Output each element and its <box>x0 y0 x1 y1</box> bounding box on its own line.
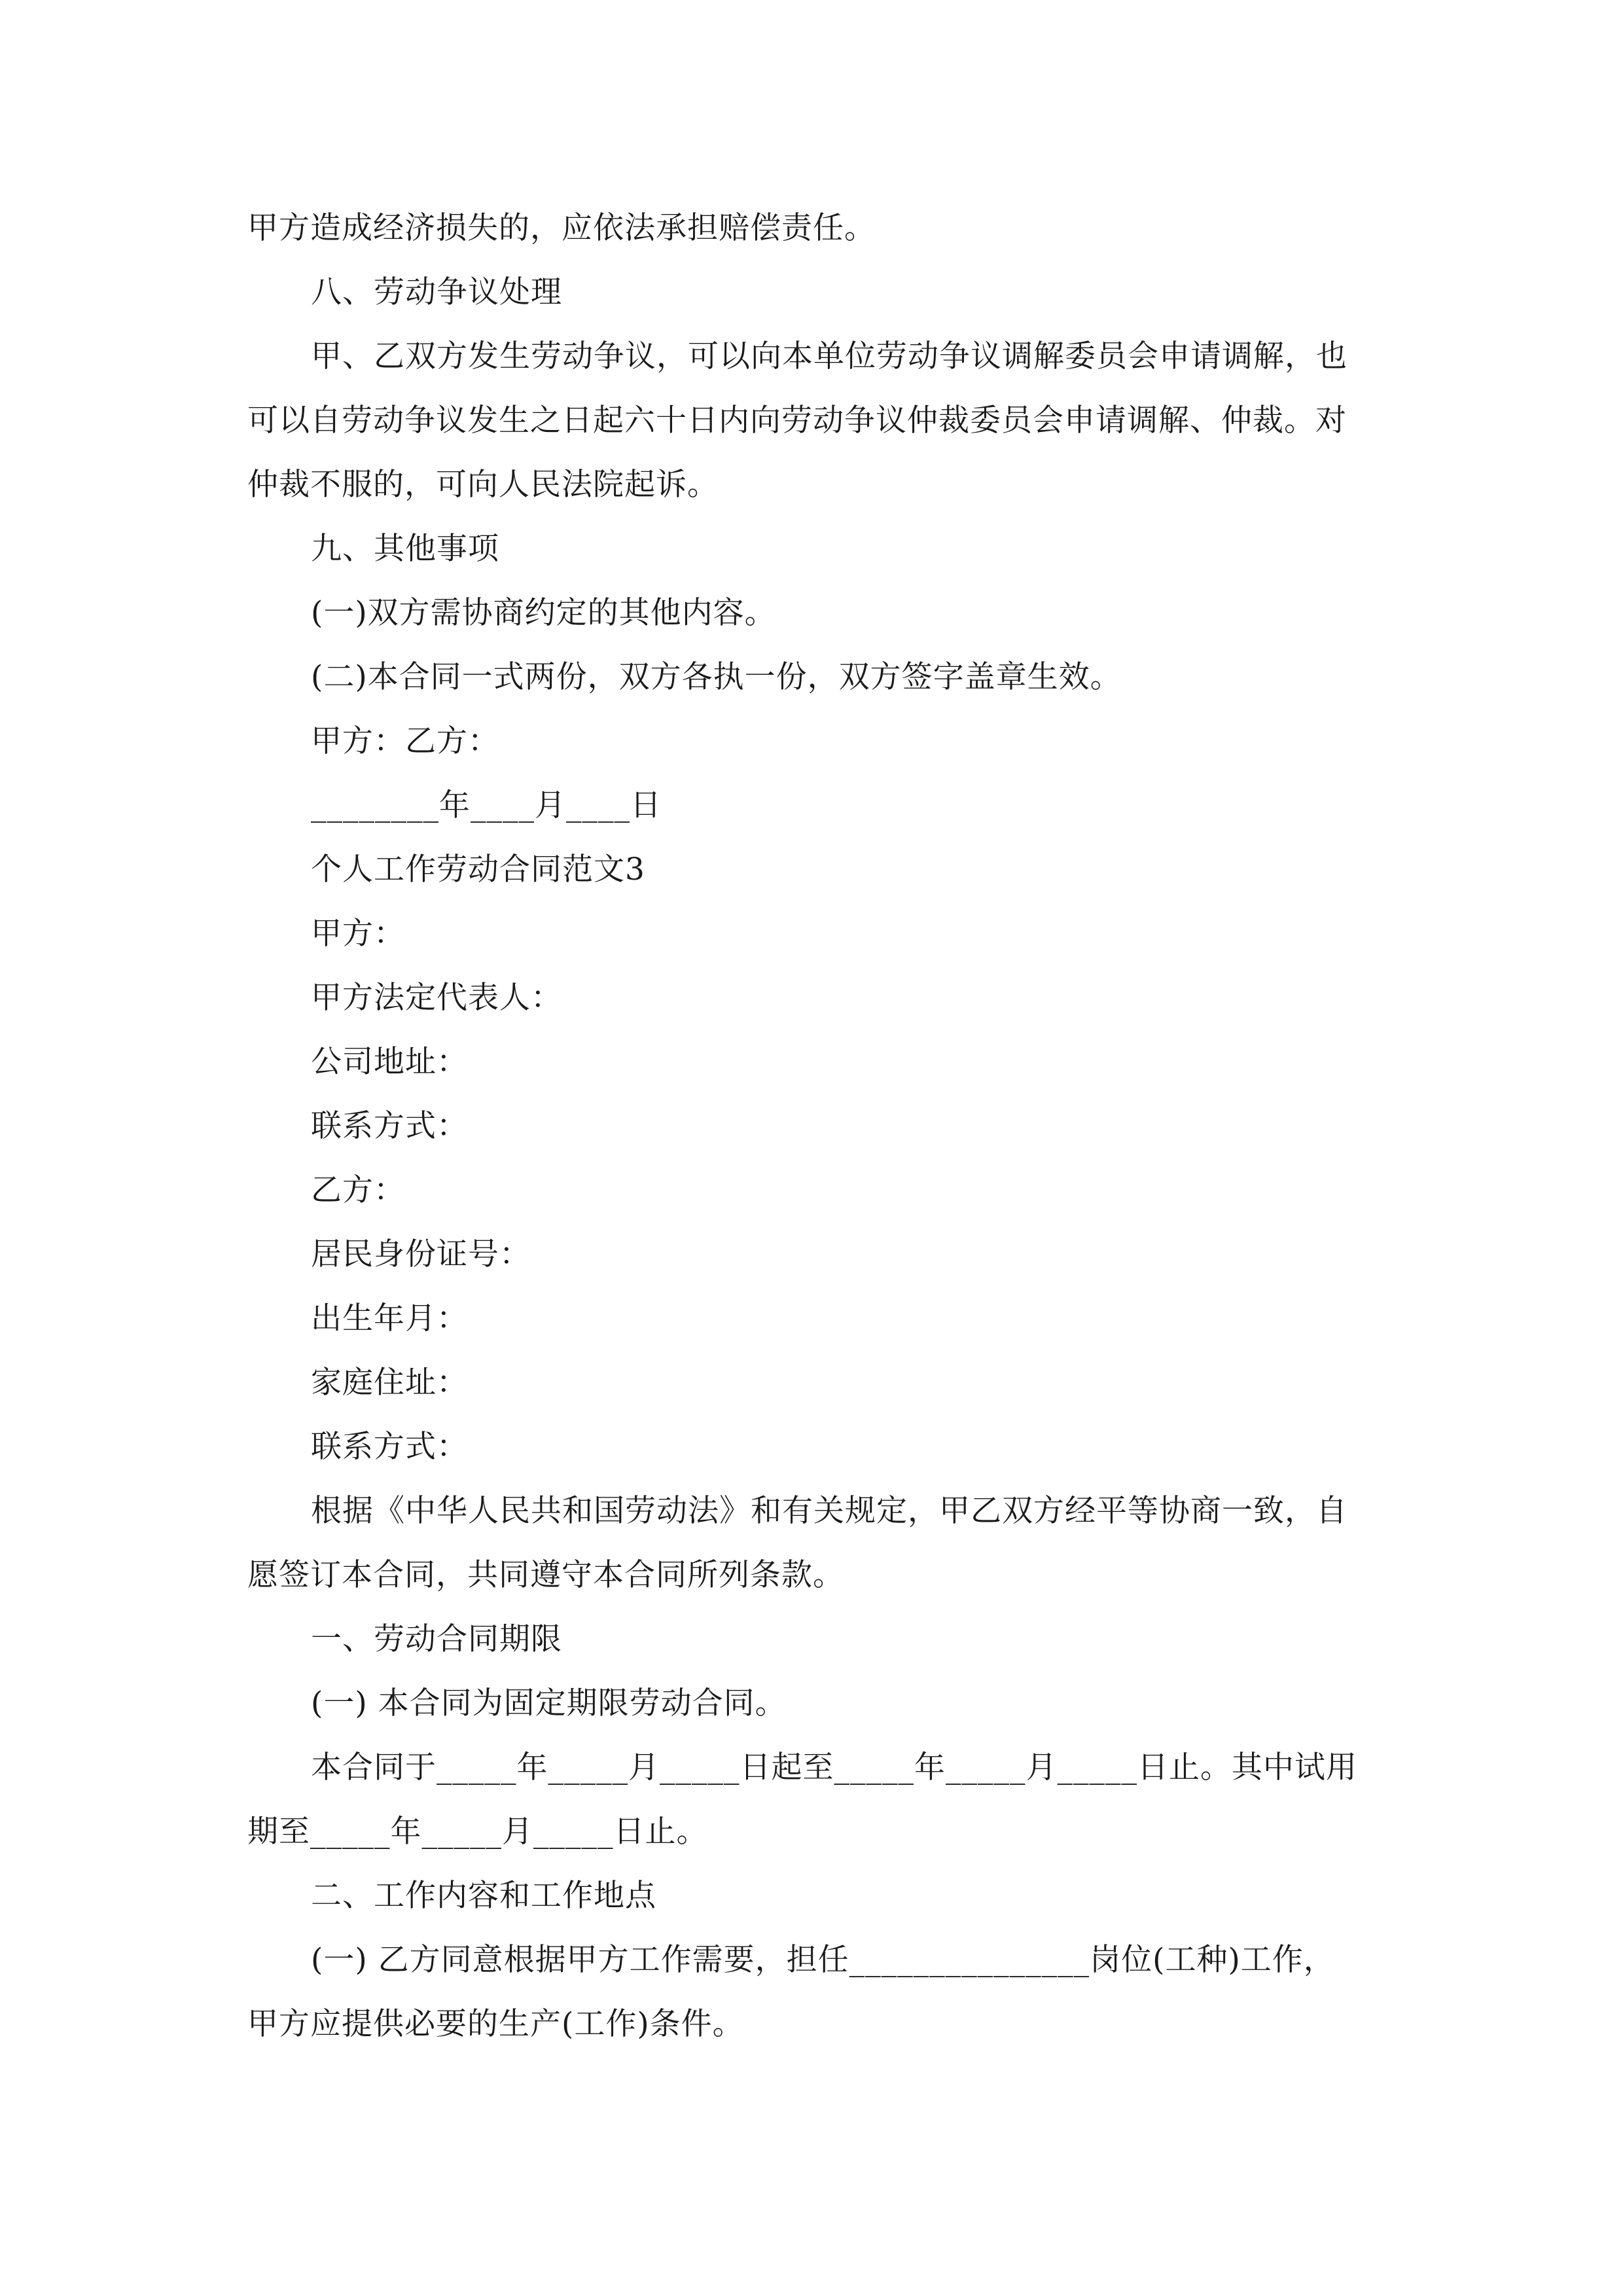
field-label: 甲方法定代表人： <box>311 980 562 1016</box>
field-label: 公司地址： <box>311 1044 468 1080</box>
date-line: ________年____月____日 <box>311 787 662 823</box>
section-heading: 九、其他事项 <box>311 531 499 567</box>
text-line: 甲、乙双方发生劳动争议，可以向本单位劳动争议调解委员会申请调解，也 <box>311 338 1347 374</box>
text-line: 期至_____年_____月_____日止。 <box>247 1814 708 1850</box>
field-label: 居民身份证号： <box>311 1236 531 1272</box>
field-label: 出生年月： <box>311 1300 468 1336</box>
text-line: (一) 乙方同意根据甲方工作需要，担任_______________岗位(工种)工作， <box>311 1942 1335 1978</box>
field-label: 家庭住址： <box>311 1365 468 1401</box>
document-title: 个人工作劳动合同范文3 <box>311 852 645 888</box>
text-line: 甲方造成经济损失的，应依法承担赔偿责任。 <box>247 210 876 246</box>
text-line: 甲方应提供必要的生产(工作)条件。 <box>247 2006 744 2042</box>
text-line: 根据《中华人民共和国劳动法》和有关规定，甲乙双方经平等协商一致，自 <box>311 1493 1347 1529</box>
section-heading: 八、劳动争议处理 <box>311 274 562 310</box>
text-line: (二)本合同一式两份，双方各执一份，双方签字盖章生效。 <box>311 659 1122 695</box>
field-label: 甲方： <box>311 916 405 952</box>
text-line: 愿签订本合同，共同遵守本合同所列条款。 <box>247 1557 844 1593</box>
field-label: 乙方： <box>311 1172 405 1208</box>
section-heading: 二、工作内容和工作地点 <box>311 1878 656 1914</box>
signature-line: 甲方：乙方： <box>311 723 499 759</box>
text-line: (一) 本合同为固定期限劳动合同。 <box>311 1685 787 1721</box>
text-line: 仲裁不服的，可向人民法院起诉。 <box>247 467 719 503</box>
text-line: 本合同于_____年_____月_____日起至_____年_____月_____日止。其中试用 <box>311 1749 1357 1785</box>
text-line: (一)双方需协商约定的其他内容。 <box>311 595 776 631</box>
section-heading: 一、劳动合同期限 <box>311 1621 562 1657</box>
field-label: 联系方式： <box>311 1108 468 1144</box>
text-line: 可以自劳动争议发生之日起六十日内向劳动争议仲裁委员会申请调解、仲裁。对 <box>247 403 1347 439</box>
field-label: 联系方式： <box>311 1429 468 1465</box>
